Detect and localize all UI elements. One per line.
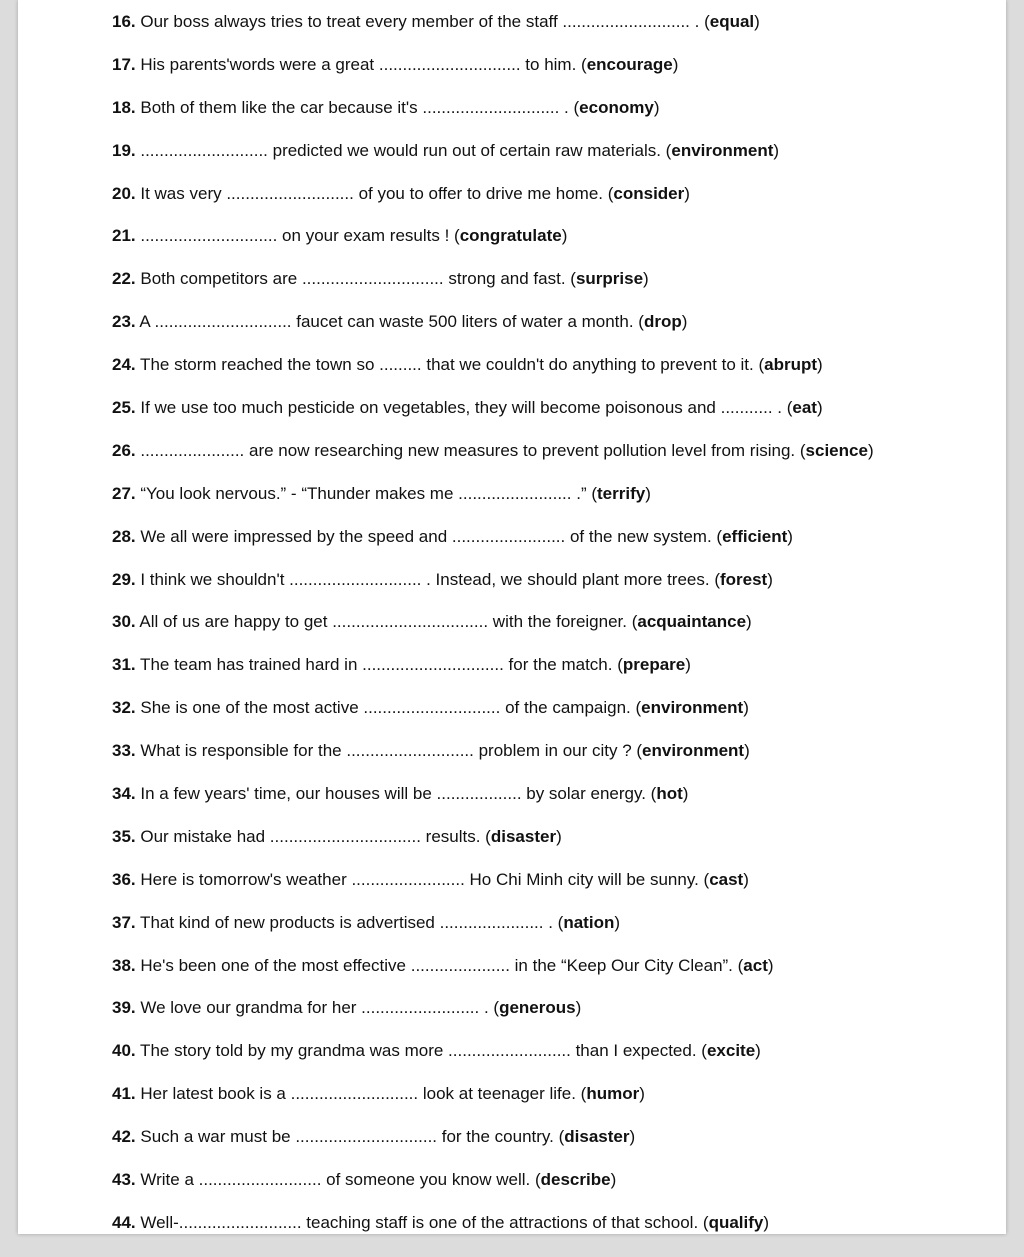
question-item [112,185,874,228]
question-text: I think we shouldn't ............................ . Instead, we should plant more trees. ( [135,569,720,589]
question-item [112,699,874,742]
question-closing: ) [561,226,568,246]
question-number: 42. [112,1127,136,1147]
question-number: 40. [112,1041,136,1061]
question-item [112,1128,874,1171]
question-keyword: science [805,440,868,460]
question-keyword: efficient [722,526,788,546]
question-closing: ) [643,269,649,289]
question-item [112,528,874,571]
question-item [112,1085,874,1128]
question-number: 34. [112,784,136,804]
question-keyword: economy [579,97,654,117]
question-keyword: describe [540,1170,611,1190]
question-number: 17. [112,54,136,74]
question-keyword: forest [719,569,768,589]
question-number: 25. [112,398,136,418]
question-keyword: environment [671,140,774,160]
question-keyword: equal [709,12,755,31]
document-page [18,0,1006,1234]
question-closing: ) [744,741,750,761]
question-keyword: abrupt [764,355,818,375]
question-keyword: disaster [490,826,557,846]
question-keyword: act [743,955,768,975]
question-item [112,999,874,1042]
question-number: 39. [112,998,136,1018]
question-text: Write a .......................... of someone you know well. ( [135,1170,541,1190]
question-text: His parents'words were a great .............................. to him. ( [135,54,587,74]
question-item [112,485,874,528]
question-number: 22. [112,269,136,289]
question-keyword: hot [656,784,683,804]
question-item [112,56,874,99]
question-closing: ) [629,1127,636,1147]
question-number: 41. [112,1084,136,1104]
question-number: 31. [112,655,136,675]
question-item [112,1042,874,1085]
question-number: 21. [112,226,136,246]
question-closing: ) [575,998,582,1018]
question-closing: ) [763,1212,770,1232]
question-number: 44. [112,1212,136,1232]
question-number: 28. [112,526,136,546]
question-keyword: terrify [597,483,646,503]
question-keyword: environment [641,698,744,718]
question-item [112,270,874,313]
question-item [112,442,874,485]
question-item [112,227,874,270]
question-text: In a few years' time, our houses will be .................. by solar energy. ( [135,784,657,804]
question-item [112,742,874,785]
question-number: 24. [112,355,136,375]
question-closing: ) [867,440,874,460]
question-keyword: generous [499,998,576,1018]
question-item [112,656,874,699]
question-closing: ) [645,483,651,503]
question-item [112,914,874,957]
question-text: Both competitors are .............................. strong and fast. ( [135,269,576,289]
question-closing: ) [743,698,749,718]
question-text: Well-.......................... teaching staff is one of the attractions of that school. ( [135,1212,709,1232]
question-text: ........................... predicted we would run out of certain raw materials. ( [135,140,672,160]
question-closing: ) [614,912,621,932]
question-closing: ) [816,398,823,418]
question-item [112,613,874,656]
question-closing: ) [681,312,688,332]
question-closing: ) [653,97,660,117]
question-closing: ) [787,526,793,546]
question-text: ...................... are now researching new measures to prevent pollution level from rising. ( [135,440,806,460]
question-keyword: acquaintance [637,612,747,632]
question-text: He's been one of the most effective ..................... in the “Keep Our City Clean”. ( [135,955,744,975]
question-closing: ) [682,784,689,804]
question-text: The storm reached the town so ......... that we couldn't do anything to prevent to it. ( [135,355,765,375]
question-closing: ) [639,1084,645,1104]
question-text: Our mistake had ................................ results. ( [135,826,491,846]
question-item [112,313,874,356]
question-closing: ) [767,569,773,589]
question-text: We all were impressed by the speed and ........................ of the new system. ( [135,526,723,546]
question-keyword: consider [613,183,685,203]
question-number: 26. [112,440,136,460]
question-keyword: disaster [564,1127,630,1147]
question-text: The team has trained hard in .............................. for the match. ( [135,655,623,675]
question-closing: ) [672,54,679,74]
question-closing: ) [743,869,749,889]
question-item [112,1214,874,1257]
question-text: If we use too much pesticide on vegetables, they will become poisonous and ........... . ( [135,398,793,418]
question-item [112,571,874,614]
question-text: Both of them like the car because it's ............................. . ( [135,97,580,117]
question-number: 23. [112,312,136,332]
question-closing: ) [685,655,691,675]
question-closing: ) [767,955,774,975]
question-item [112,142,874,185]
question-number: 18. [112,97,136,117]
question-keyword: prepare [622,655,686,675]
question-text: What is responsible for the ........................... problem in our city ? ( [135,741,643,761]
question-item [112,828,874,871]
question-number: 37. [112,912,136,932]
question-text: Such a war must be .............................. for the country. ( [135,1127,565,1147]
question-keyword: encourage [586,54,673,74]
question-text: She is one of the most active ............................. of the campaign. ( [135,698,642,718]
question-closing: ) [755,1041,761,1061]
question-keyword: eat [792,398,817,418]
question-number: 36. [112,869,136,889]
question-text: Here is tomorrow's weather ........................ Ho Chi Minh city will be sunny. ( [135,869,710,889]
question-text: All of us are happy to get ................................. with the foreigner. ( [135,612,638,632]
question-number: 29. [112,569,136,589]
question-closing: ) [610,1170,617,1190]
question-text: ............................. on your exam results ! ( [135,226,460,246]
question-number: 19. [112,140,136,160]
question-closing: ) [684,183,690,203]
question-number: 27. [112,483,136,503]
question-text: That kind of new products is advertised ...................... . ( [135,912,564,932]
question-keyword: drop [643,312,682,332]
question-text: We love our grandma for her ......................... . ( [135,998,500,1018]
question-keyword: qualify [708,1212,764,1232]
question-keyword: cast [709,869,744,889]
question-closing: ) [556,826,562,846]
question-text: The story told by my grandma was more .......................... than I expected. ( [135,1041,707,1061]
question-number: 33. [112,741,136,761]
question-number: 20. [112,183,136,203]
question-item [112,99,874,142]
question-text: Her latest book is a ........................... look at teenager life. ( [135,1084,587,1104]
question-item [112,13,874,56]
question-text: Our boss always tries to treat every member of the staff ........................... . ( [135,12,710,31]
question-number: 32. [112,698,136,718]
question-list [112,13,874,1257]
question-text: It was very ........................... of you to offer to drive me home. ( [135,183,614,203]
question-number: 43. [112,1170,136,1190]
question-keyword: excite [706,1041,756,1061]
question-item [112,871,874,914]
question-text: “You look nervous.” - “Thunder makes me ........................ .” ( [135,483,597,503]
question-item [112,1171,874,1214]
question-item [112,356,874,399]
question-closing: ) [746,612,752,632]
question-item [112,399,874,442]
question-number: 30. [112,612,136,632]
question-text: A ............................. faucet can waste 500 liters of water a month. ( [135,312,644,332]
question-keyword: humor [586,1084,640,1104]
question-keyword: congratulate [459,226,562,246]
question-closing: ) [754,12,760,31]
question-number: 38. [112,955,136,975]
question-closing: ) [817,355,823,375]
question-closing: ) [773,140,780,160]
question-keyword: nation [563,912,615,932]
question-item [112,785,874,828]
question-number: 35. [112,826,136,846]
question-item [112,957,874,1000]
question-keyword: surprise [575,269,644,289]
question-number: 16. [112,12,136,31]
question-keyword: environment [642,741,745,761]
